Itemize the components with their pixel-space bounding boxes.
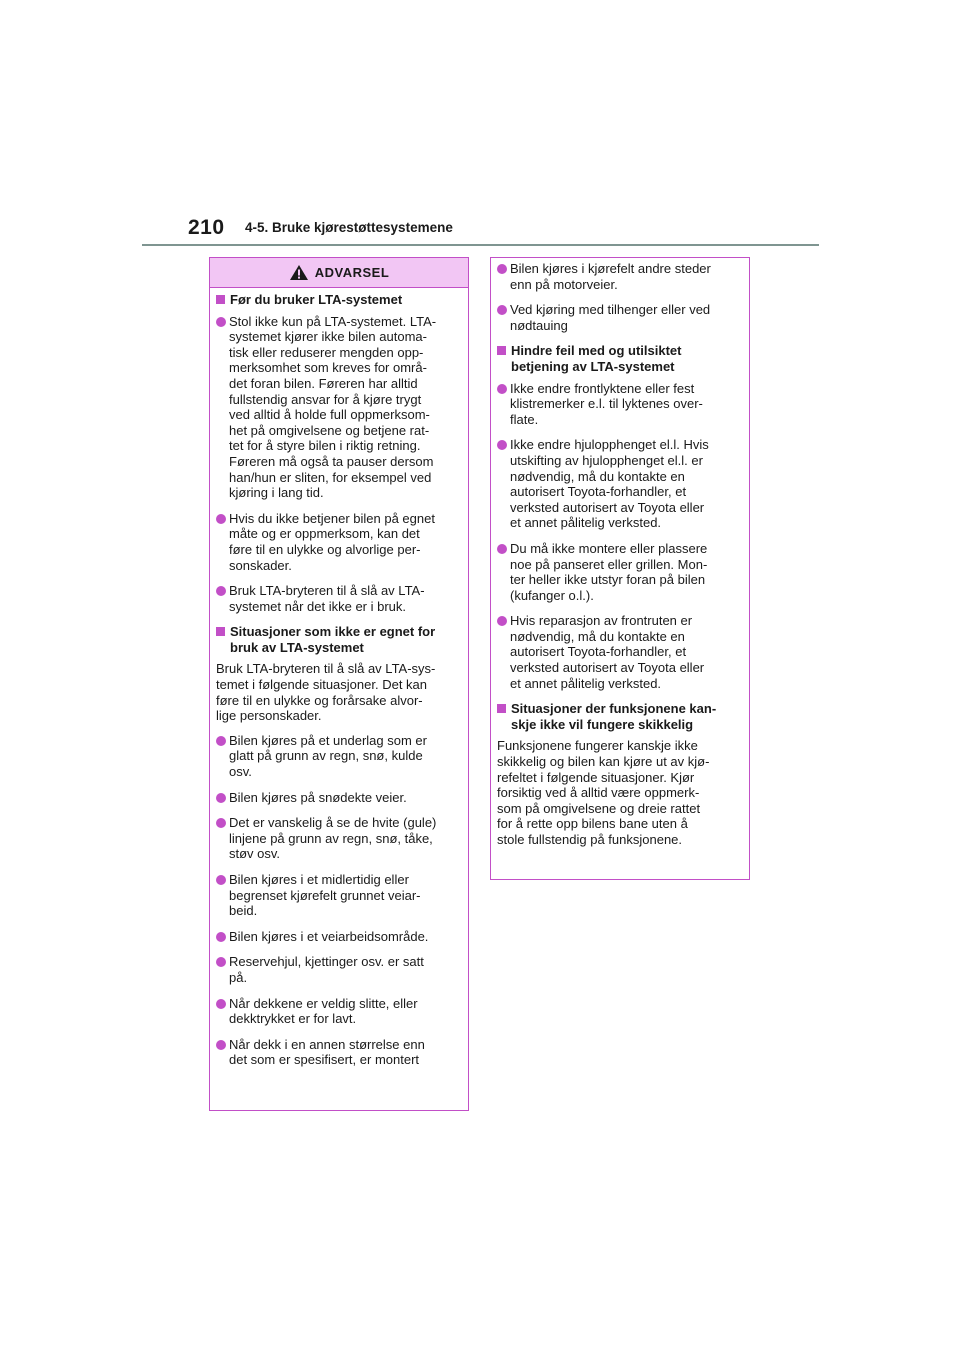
- bullet-item: [497, 302, 742, 333]
- warning-box-left: [209, 257, 469, 1111]
- warning-triangle-icon: [289, 264, 309, 281]
- bullet-item: [216, 314, 461, 501]
- bullet-dot-icon: [216, 314, 226, 331]
- bullet-item: [216, 583, 461, 614]
- bullet-dot-icon: [216, 1037, 226, 1054]
- warning-header: [210, 258, 468, 288]
- bullet-dot-icon: [497, 381, 507, 398]
- bullet-item: [216, 929, 461, 945]
- heading-text: Situasjoner der funksjonene kan- skje ikke vil fungere skikkelig: [511, 701, 717, 732]
- para-text: Bruk LTA-bryteren til å slå av LTA-sys- temet i følgende situasjoner. Det kan føre til en ulykke og forårsake alvor- lige personskader.: [216, 661, 436, 724]
- warning-content-left: [210, 288, 468, 1068]
- paragraph: [216, 661, 461, 723]
- bullet-text: Bilen kjøres på snødekte veier.: [229, 789, 407, 805]
- bullet-dot-icon: [497, 437, 507, 454]
- bullet-item: [216, 996, 461, 1027]
- bullet-dot-icon: [216, 733, 226, 750]
- bullet-item: [216, 790, 461, 806]
- heading-text: Situasjoner som ikke er egnet for bruk av LTA-systemet: [230, 624, 436, 655]
- bullet-item: [216, 733, 461, 780]
- square-bullet-icon: [497, 343, 506, 359]
- bullet-dot-icon: [216, 815, 226, 832]
- bullet-dot-icon: [216, 929, 226, 946]
- bullet-item: [216, 1037, 461, 1068]
- bullet-item: [216, 872, 461, 919]
- header-rule: [142, 244, 819, 246]
- section-heading: [497, 343, 742, 374]
- bullet-text: Ikke endre hjulopphenget el.l. Hvis utskifting av hjulopphenget el.l. er nødvendig, må du kontakte en autorisert Toyota-forhandler, et verksted autorisert av Toyota eller et annet pålitelig verksted.: [510, 437, 709, 531]
- bullet-text: Det er vanskelig å se de hvite (gule) linjene på grunn av regn, snø, tåke, støv osv.: [229, 815, 437, 862]
- bullet-text: Stol ikke kun på LTA-systemet. LTA- systemet kjører ikke bilen automa- tisk eller reduserer mengden opp- merksomhet som kreves for områ- det foran bilen. Føreren har alltid fullstendig ansvar for å kjøre trygt ved alltid å holde full oppmerksom- het på omgivelsene og betjene rat- tet for å styre bilen i riktig retning. Føreren må også ta pauser dersom han/hun er sliten, for eksempel ved kjøring i lang tid.: [229, 313, 437, 501]
- warning-box-right: [490, 257, 750, 880]
- heading-text: Før du bruker LTA-systemet: [230, 292, 403, 307]
- bullet-text: Hvis reparasjon av frontruten er nødvendig, må du kontakte en autorisert Toyota-forhandler, et verksted autorisert av Toyota eller et annet pålitelig verksted.: [510, 613, 705, 691]
- page-number: 210: [188, 216, 225, 239]
- bullet-dot-icon: [216, 583, 226, 600]
- bullet-item: [216, 815, 461, 862]
- square-bullet-icon: [216, 624, 225, 640]
- section-title: 4-5. Bruke kjørestøttesystemene: [245, 220, 453, 235]
- bullet-item: [497, 613, 742, 691]
- bullet-text: Hvis du ikke betjener bilen på egnet måte og er oppmerksom, kan det føre til en ulykke og alvorlige per- sonskader.: [229, 510, 435, 573]
- bullet-item: [216, 954, 461, 985]
- bullet-text: Du må ikke montere eller plassere noe på panseret eller grillen. Mon- ter heller ikke utstyr foran på bilen (kufanger o.l.).: [510, 540, 708, 603]
- bullet-dot-icon: [216, 954, 226, 971]
- bullet-text: Bilen kjøres på et underlag som er glatt på grunn av regn, snø, kulde osv.: [229, 732, 427, 780]
- warning-content-right: [491, 258, 749, 848]
- bullet-dot-icon: [497, 261, 507, 278]
- bullet-text: Bruk LTA-bryteren til å slå av LTA- systemet når det ikke er i bruk.: [229, 583, 425, 614]
- bullet-item: [497, 541, 742, 603]
- square-bullet-icon: [216, 292, 225, 308]
- section-heading: [497, 701, 742, 732]
- bullet-dot-icon: [216, 790, 226, 807]
- warning-label: ADVARSEL: [314, 265, 390, 280]
- bullet-dot-icon: [216, 872, 226, 889]
- bullet-text: Når dekk i en annen størrelse enn det som er spesifisert, er montert: [229, 1036, 425, 1068]
- bullet-item: [497, 261, 742, 292]
- square-bullet-icon: [497, 701, 506, 717]
- bullet-item: [216, 511, 461, 573]
- bullet-dot-icon: [497, 302, 507, 319]
- bullet-text: Når dekkene er veldig slitte, eller dekktrykket er for lavt.: [229, 995, 418, 1027]
- bullet-text: Bilen kjøres i kjørefelt andre steder enn på motorveier.: [510, 261, 711, 292]
- heading-text: Hindre feil med og utilsiktet betjening av LTA-systemet: [511, 343, 682, 374]
- bullet-dot-icon: [216, 996, 226, 1013]
- bullet-item: [497, 437, 742, 531]
- bullet-dot-icon: [497, 613, 507, 630]
- bullet-text: Bilen kjøres i et midlertidig eller begrenset kjørefelt grunnet veiar- beid.: [229, 872, 421, 919]
- bullet-text: Ved kjøring med tilhenger eller ved nødtauing: [510, 302, 711, 333]
- paragraph: [497, 738, 742, 847]
- bullet-text: Ikke endre frontlyktene eller fest klistremerker e.l. til lyktenes over- flate.: [510, 380, 703, 427]
- bullet-text: Reservehjul, kjettinger osv. er satt på.: [229, 954, 424, 985]
- bullet-text: Bilen kjøres i et veiarbeidsområde.: [229, 928, 429, 944]
- bullet-item: [497, 381, 742, 428]
- bullet-dot-icon: [216, 511, 226, 528]
- bullet-dot-icon: [497, 541, 507, 558]
- section-heading: [216, 624, 461, 655]
- section-heading: [216, 292, 461, 308]
- para-text: Funksjonene fungerer kanskje ikke skikkelig og bilen kan kjøre ut av kjø- refeltet i følgende situasjoner. Kjør forsiktig ved å alltid være oppmerk- som på omgivelsene og dreie rattet for å rette opp bilens bane uten å stole fullstendig på funksjonene.: [497, 738, 710, 847]
